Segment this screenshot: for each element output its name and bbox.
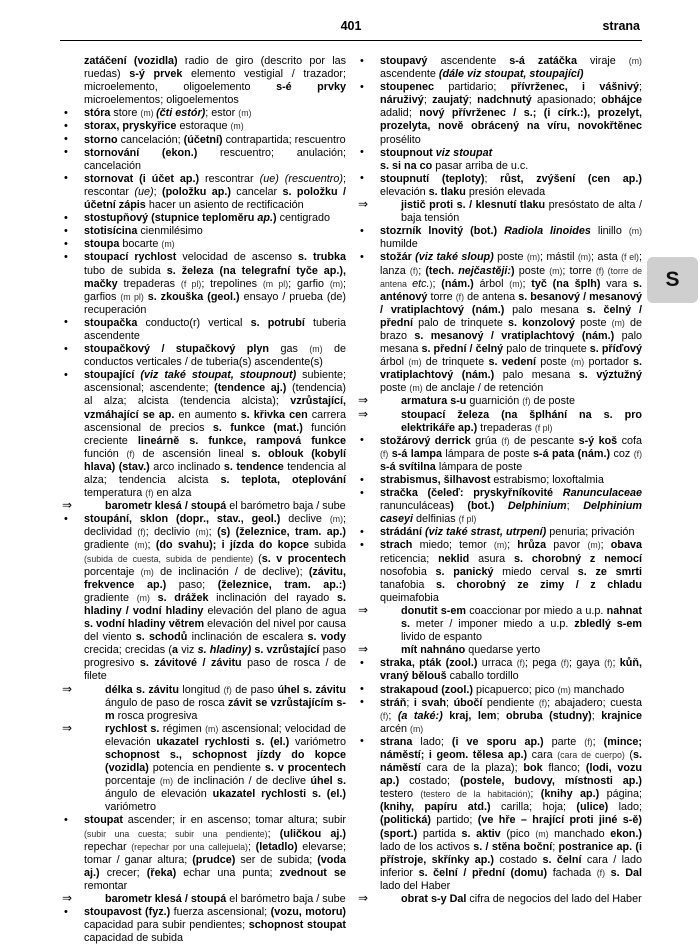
entry-text: stoupnout viz stoupat: [380, 146, 493, 159]
entry-text: stoupačkový / stupačkový plyn gas (m) de conductos verticales / de tuberia(s) ascendente(s): [84, 343, 346, 369]
dictionary-entry: [358, 173, 642, 199]
dictionary-entry: [358, 539, 642, 604]
guide-word: strana: [602, 19, 640, 33]
bullet-marker: •: [360, 656, 364, 669]
bullet-marker: •: [360, 525, 364, 538]
column-right: [358, 55, 642, 945]
dictionary-entry: [358, 81, 642, 146]
dictionary-entry: [62, 251, 346, 316]
bullet-marker: •: [360, 54, 364, 67]
dictionary-entry: [358, 55, 642, 81]
entry-text: strach miedo; temor (m); hrůza pavor (m); obava reticencia; neklid asura s. chorobný z nemocí nosofobia s. panický miedo cerval s. ze smrti tanafobia s. chorobný ze zimy / z chladu queimafobia: [380, 539, 643, 604]
dictionary-entry: [62, 513, 346, 683]
bullet-marker: •: [64, 813, 68, 826]
bullet-marker: •: [360, 434, 364, 447]
arrow-marker: ⇒: [62, 720, 73, 735]
dictionary-columns: [62, 55, 642, 945]
dictionary-entry: [358, 251, 642, 395]
bullet-marker: •: [360, 735, 364, 748]
arrow-marker: ⇒: [358, 602, 369, 617]
dictionary-entry: [62, 681, 346, 723]
entry-text: mít nahnáno quedarse yerto: [401, 644, 541, 657]
bullet-marker: •: [64, 146, 68, 159]
entry-text: donutit s-em coaccionar por miedo a u.p. nahnat s. meter / imponer miedo a u.p. zbledlý s-em livido de espanto: [401, 604, 642, 644]
dictionary-entry: [62, 212, 346, 225]
bullet-marker: •: [64, 905, 68, 918]
entry-text: straka, pták (zool.) urraca (f); pega (f); gaya (f); kůň, vraný bělouš caballo tordillo: [380, 657, 642, 683]
dictionary-entry: [62, 893, 346, 906]
dictionary-entry: [358, 199, 642, 225]
bullet-marker: •: [360, 683, 364, 695]
entry-text: stoupací rychlost velocidad de ascenso s. trubka tubo de subida s. železa (na telegrafní tyče ap.), mačky trepaderas (f pl); trepolines (m pl); garfio (m); garfios (m pl) s. zkouška (geol.) ensayo / prueba (de) recuperación: [84, 251, 347, 316]
entry-text: stornovat (i účet ap.) rescontrar (ue) (rescuentro); rescontar (ue); (položku ap.) cancelar s. položku / účetní zápis hacer un asiento de rectificación: [84, 172, 347, 212]
arrow-marker: ⇒: [358, 891, 369, 905]
dictionary-entry: [62, 343, 346, 369]
dictionary-entry: [62, 238, 346, 251]
entry-text: stoupavý ascendente s-á zatáčka viraje (m) ascendente (dále viz stoupat, stoupající): [380, 55, 642, 81]
entry-text: stozrník lnovitý (bot.) Radiola linoides linillo (m) humilde: [380, 225, 642, 251]
bullet-marker: •: [360, 473, 364, 486]
dictionary-entry: [62, 225, 346, 238]
bullet-marker: •: [64, 106, 68, 119]
dictionary-entry: [62, 173, 346, 212]
entry-text: stoupání, sklon (dopr., stav., geol.) declive (m); declividad (f); declivio (m); (s) (železnice, tram. ap.) gradiente (m); (do svahu); i jízda do kopce subida (subida de cuesta, subida de pendiente) (s. v procentech porcentaje (m) de inclinación / de declive); (závitu, frekvence ap.) paso; (železnice, tram. ap.:) gradiente (m) s. drážek inclinación del rayado s. hladiny / vodní hladiny elevación del plano de agua s. vodní hladiny větrem elevación del nivel por causa del viento s. schodů inclinación de escalera s. vody crecida; crecidas (a viz s. hladiny) s. vzrůstající paso progresivo s. závitové / závitu paso de rosca / de filete: [84, 513, 347, 683]
entry-text: storax, pryskyřice estoraque (m): [84, 120, 244, 133]
page-header: [60, 16, 642, 41]
entry-text: stráň; i svah; úbočí pendiente (f); abajadero; cuesta (f); (a také:) kraj, lem; obruba (studny); krajnice arcén (m): [380, 696, 643, 735]
entry-text: stoupnutí (teploty); růst, zvýšení (cen ap.) elevación s. tlaku presión elevada: [380, 172, 642, 198]
entry-text: stornování (ekon.) rescuentro; anulación; cancelación: [84, 146, 346, 172]
bullet-marker: •: [360, 224, 364, 237]
dictionary-entry: [358, 602, 642, 644]
entry-text: stoupa bocarte (m): [84, 238, 175, 251]
dictionary-entry: [358, 147, 642, 160]
dictionary-entry: [358, 657, 642, 683]
entry-text: délka s. závitu longitud (f) de paso úhel s. závitu ángulo de paso de rosca závit se vzrůstajícím s-m rosca progresiva: [105, 683, 346, 722]
dictionary-entry: [62, 107, 346, 120]
dictionary-entry: [358, 893, 642, 906]
entry-text: stóra store (m) (čti estór); estor (m): [84, 107, 252, 120]
dictionary-entry: [358, 736, 642, 893]
entry-text: stoupačka conducto(r) vertical s. potrubí tuberia ascendente: [84, 316, 347, 342]
entry-text: stoupavost (fyz.) fuerza ascensional; (vozu, motoru) capacidad para subir pendientes; schopnost stoupat capacidad de subida: [84, 906, 347, 945]
arrow-marker: ⇒: [358, 393, 369, 408]
dictionary-entry: [62, 720, 347, 815]
entry-text: strabismus, šilhavost estrabismo; loxoftalmia: [380, 474, 604, 486]
dictionary-entry: [62, 120, 346, 133]
bullet-marker: •: [360, 538, 364, 551]
dictionary-entry: [358, 406, 642, 435]
bullet-marker: •: [360, 146, 364, 159]
dictionary-entry: [62, 147, 346, 173]
bullet-marker: •: [360, 80, 364, 93]
entry-text: stoupat ascender; ir en ascenso; tomar altura; subir (subir una cuesta; subir una pendiente); (uličkou aj.) repechar (repechar por una callejuela); (letadlo) elevarse; tomar / ganar altura; (prudce) ser de subida; (voda aj.) crecer; (řeka) echar una punta; zvednout se remontar: [84, 814, 347, 892]
dictionary-entry: [358, 487, 642, 526]
arrow-marker: ⇒: [358, 197, 369, 212]
bullet-marker: •: [64, 237, 68, 250]
entry-text: strádání (viz také strast, utrpení) penuria; privación: [380, 526, 635, 539]
entry-text: storno cancelación; (účetní) contrapartida; rescuentro: [84, 133, 346, 146]
entry-text: armatura s-u guarnición (f) de poste: [401, 395, 575, 408]
entry-text: rychlost s. régimen (m) ascensional; velocidad de elevación ukazatel rychlosti s. (el.) variómetro schopnost s., schopnost jízdy do kopce (vozidla) potencia en pendiente s. v procentech porcentaje (m) de inclinación / de declive úhel s. ángulo de elevación ukazatel rychlosti s. (el.) variómetro: [105, 722, 347, 814]
bullet-marker: •: [360, 172, 364, 185]
dictionary-entry: [358, 474, 642, 487]
entry-text: stračka (čeleď: pryskyřníkovité Ranunculaceae ranunculáceas) (bot.) Delphinium; Delphinium caseyi delfinias (f pl): [380, 487, 642, 526]
column-left: [62, 55, 346, 945]
dictionary-entry: [62, 814, 346, 893]
arrow-marker: ⇒: [62, 891, 73, 905]
bullet-marker: •: [64, 368, 68, 381]
entry-text: strakapoud (zool.) picapuerco; pico (m) manchado: [380, 683, 625, 696]
bullet-marker: •: [64, 512, 68, 525]
dictionary-entry: [358, 526, 642, 539]
bullet-marker: •: [64, 172, 68, 185]
arrow-marker: ⇒: [358, 406, 369, 421]
dictionary-entry: [358, 644, 642, 657]
entry-text: stostupňový (stupnice teploměru ap.) centigrado: [84, 212, 331, 225]
entry-text: zatáčení (vozidla) radio de giro (descrito por las ruedas) s-ý prvek elemento vestigial / trazador; microelemento, oligoelemento s-é prvky microelementos; oligoelementos: [84, 55, 346, 107]
entry-text: barometr klesá / stoupá el barómetro baja / sube: [105, 893, 346, 905]
dictionary-entry: [62, 500, 346, 513]
dictionary-entry: [62, 134, 346, 147]
dictionary-entry: [358, 395, 642, 408]
bullet-marker: •: [64, 119, 68, 132]
entry-text: stožárový derrick grúa (f) de pescante s-ý koš cofa (f) s-á lampa lámpara de poste s-á pata (nám.) coz (f) s-á svítilna lámpara de poste: [380, 434, 643, 473]
entry-text: stoupací železa (na šplhání na s. pro elektrikáře ap.) trepaderas (f pl): [401, 408, 642, 434]
arrow-marker: ⇒: [62, 498, 73, 513]
bullet-marker: •: [64, 250, 68, 263]
dictionary-entry: [62, 906, 346, 945]
arrow-marker: ⇒: [62, 681, 73, 696]
dictionary-entry: [358, 225, 642, 251]
bullet-marker: •: [64, 224, 68, 237]
entry-text: obrat s-y Dal cifra de negocios del lado del Haber: [401, 893, 642, 905]
entry-text: stožár (viz také sloup) poste (m); mástil (m); asta (f el); lanza (f); (tech. nejčastěji:) poste (m); torre (f) (torre de antena etc.); (nám.) árbol (m); tyč (na šplh) vara s. anténový torre (f) de antena s. besanový / mesanový / vratiplachtový (nám.) palo mesana s. čelný / přední palo de trinquete s. konzolový poste (m) de brazo s. mesanový / vratiplachtový (nám.) palo mesana s. přední / čelný palo de trinquete s. příďový árbol (m) de trinquete s. vedení poste (m) portador s. vratiplachtový (nám.) palo mesana s. výztužný poste (m) de anclaje / de retención: [380, 251, 643, 395]
bullet-marker: •: [64, 342, 68, 355]
page-number: 401: [340, 19, 362, 33]
entry-text: strana lado; (i ve sporu ap.) parte (f); (mince; náměstí; i geom. tělesa ap.) cara (cara de cuerpo) (s. náměstí cara de la plaza); bok flanco; (lodi, vozu ap.) costado; (postele, budovy, místnosti ap.) testero (testero de la habitación); (knihy ap.) página; (knihy, papíru atd.) carilla; hoja; (ulice) lado; (politická) partido; (ve hře – hrající proti jiné s-ě) (sport.) partida s. aktiv (pico (m) manchado ekon.) lado de los activos s. / stěna boční; postranice ap. (i přístroje, skřínky ap.) costado s. čelní cara / lado inferior s. čelní / přední (domu) fachada (f) s. Dal lado del Haber: [380, 735, 643, 892]
dictionary-entry: [62, 55, 346, 107]
dictionary-entry: [62, 317, 346, 343]
bullet-marker: •: [360, 486, 364, 499]
entry-text: stoupající (viz také stoupat, stoupnout) subiente; ascensional; ascendente; (tendence aj.) (tendencia) al alza; alcista (tendencia alcista); vzrůstající, vzmáhající se ap. en aumento s. křivka cen carrera ascensional de precios s. funkce (mat.) función creciente lineárně s. funkce, rampová funkce función (f) de ascensión lineal s. oblouk (kobylí hlava) (stav.) arco inclinado s. tendence tendencia al alza; tendencia alcista s. teplota, oteplování temperatura (f) en alza: [84, 369, 347, 500]
entry-text: stotisícina cienmilésimo: [84, 225, 203, 238]
arrow-marker: ⇒: [358, 642, 369, 657]
dictionary-entry: [358, 435, 642, 474]
bullet-marker: •: [360, 696, 364, 709]
dictionary-entry: [358, 684, 642, 697]
bullet-marker: •: [64, 316, 68, 329]
entry-text: barometr klesá / stoupá el barómetro baja / sube: [105, 500, 346, 513]
thumb-index-tab: S: [647, 257, 698, 303]
bullet-marker: •: [360, 250, 364, 263]
dictionary-entry: [358, 160, 642, 173]
entry-text: stoupenec partidario; přívrženec, i vášnivý; náruživý; zaujatý; nadchnutý apasionado; obhájce adalid; nový přívrženec / s.; (i círk.:), prozelyt, prozelyta, nově obrácený na víru, novokřtěnec prosélito: [380, 81, 643, 146]
dictionary-entry: [62, 369, 346, 500]
entry-text: s. si na co pasar arriba de u.c.: [380, 159, 529, 172]
entry-text: jistič proti s. / klesnutí tlaku presóstato de alta / baja tensión: [401, 199, 642, 225]
bullet-marker: •: [64, 133, 68, 146]
bullet-marker: •: [64, 211, 68, 224]
dictionary-entry: [358, 697, 642, 736]
